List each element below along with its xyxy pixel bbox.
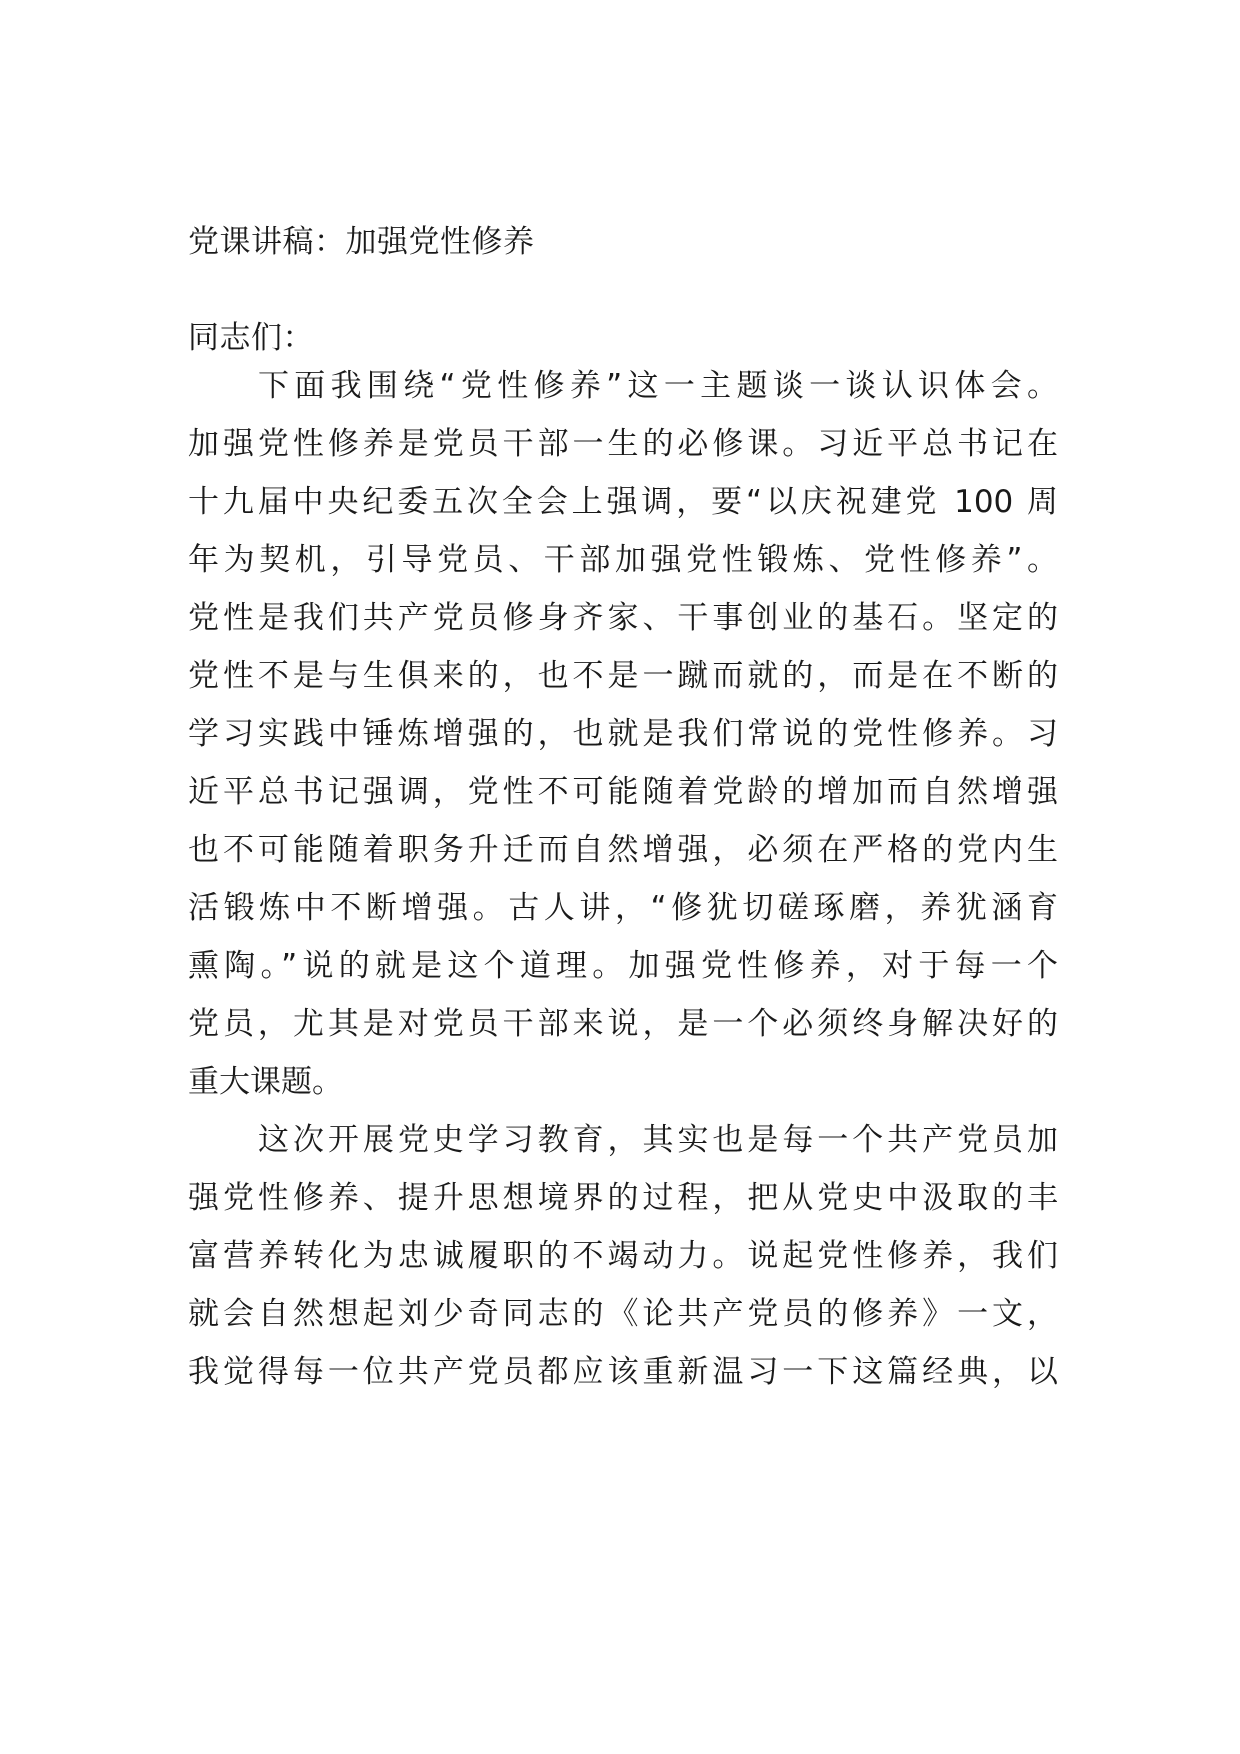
paragraph-line: 这次开展党史学习教育，其实也是每一个共产党员加 xyxy=(258,1122,1058,1158)
paragraph-line: 下面我围绕“党性修养”这一主题谈一谈认识体会。 xyxy=(258,368,1058,404)
paragraph-line: 活锻炼中不断增强。古人讲，“修犹切磋琢磨，养犹涵育 xyxy=(188,890,1058,926)
document-title: 党课讲稿：加强党性修养 xyxy=(188,224,535,260)
paragraph-line: 就会自然想起刘少奇同志的《论共产党员的修养》一文， xyxy=(188,1296,1058,1332)
paragraph-line: 熏陶。”说的就是这个道理。加强党性修养，对于每一个 xyxy=(188,948,1058,984)
paragraph-line: 重大课题。 xyxy=(188,1064,343,1100)
paragraph-line: 我觉得每一位共产党员都应该重新温习一下这篇经典，以 xyxy=(188,1354,1058,1390)
paragraph-line: 强党性修养、提升思想境界的过程，把从党史中汲取的丰 xyxy=(188,1180,1058,1216)
paragraph-line: 年为契机，引导党员、干部加强党性锻炼、党性修养”。 xyxy=(188,542,1058,578)
paragraph-line: 党员，尤其是对党员干部来说，是一个必须终身解决好的 xyxy=(188,1006,1058,1042)
paragraph-line: 学习实践中锤炼增强的，也就是我们常说的党性修养。习 xyxy=(188,716,1058,752)
paragraph-line: 党性不是与生俱来的，也不是一蹴而就的，而是在不断的 xyxy=(188,658,1058,694)
paragraph-line: 近平总书记强调，党性不可能随着党龄的增加而自然增强 xyxy=(188,774,1058,810)
paragraph-line: 也不可能随着职务升迁而自然增强，必须在严格的党内生 xyxy=(188,832,1058,868)
paragraph-line: 党性是我们共产党员修身齐家、干事创业的基石。坚定的 xyxy=(188,600,1058,636)
paragraph-line: 十九届中央纪委五次全会上强调，要“以庆祝建党 100 周 xyxy=(188,484,1058,520)
paragraph-line: 加强党性修养是党员干部一生的必修课。习近平总书记在 xyxy=(188,426,1058,462)
salutation: 同志们： xyxy=(188,320,314,356)
paragraph-line: 富营养转化为忠诚履职的不竭动力。说起党性修养，我们 xyxy=(188,1238,1058,1274)
